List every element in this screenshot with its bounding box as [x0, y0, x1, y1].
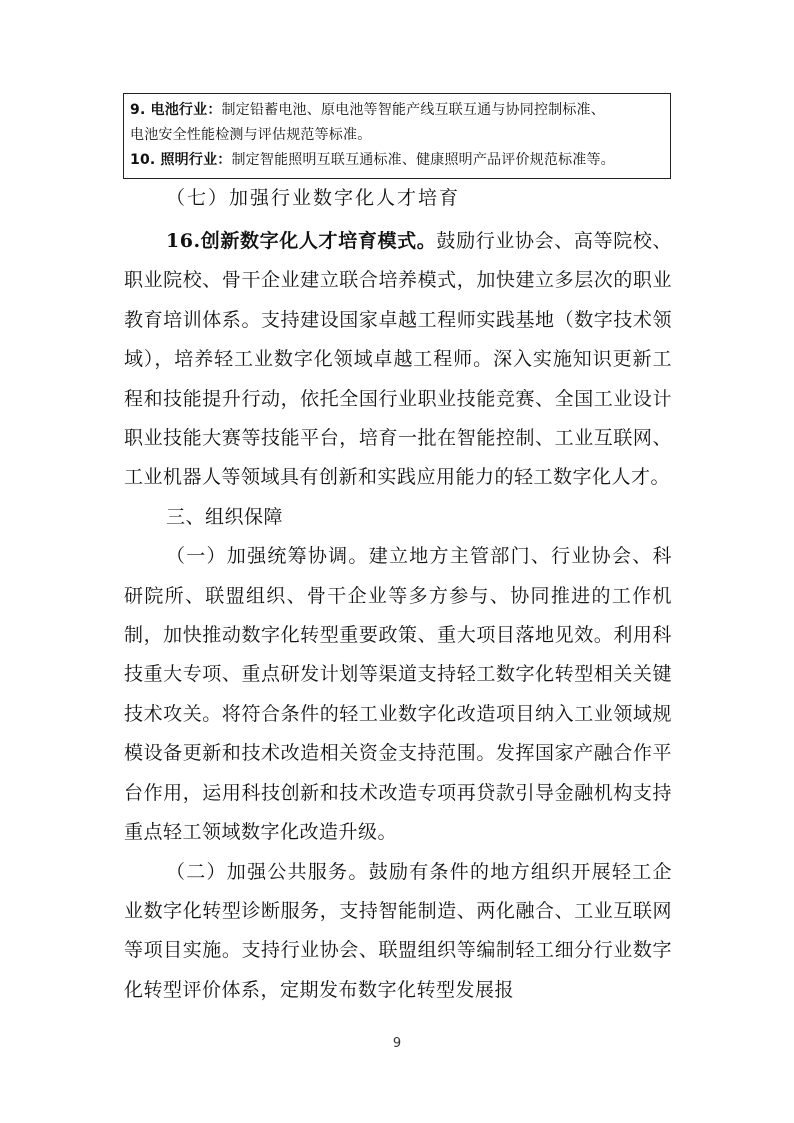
paragraph-two — [124, 853, 672, 1011]
section-3-heading: 三、组织保障 — [166, 505, 284, 528]
section-7-heading: （七）加强行业数字化人才培育 — [166, 187, 461, 209]
item9-text-2: 电池安全性能检测与评估规范等标准。 — [130, 127, 372, 143]
paragraph-16 — [124, 222, 672, 498]
main-body — [124, 222, 672, 1010]
box-line-item9-cont — [130, 123, 664, 148]
item10-label: 10. 照明行业： — [130, 152, 232, 168]
paragraph-one — [124, 537, 672, 852]
item9-label: 9. 电池行业： — [130, 102, 222, 118]
paragraph-16-lead: 16.创新数字化人才培育模式。 — [166, 230, 437, 252]
paragraph-one-lead: （一）加强统筹协调。 — [166, 545, 369, 568]
box-line-item10 — [130, 148, 664, 173]
page-number: 9 — [392, 1036, 402, 1051]
item10-text: 制定智能照明互联互通标准、健康照明产品评价规范标准等。 — [231, 152, 615, 168]
paragraph-two-text: 鼓励有条件的地方组织开展轻工企业数字化转型诊断服务，支持智能制造、两化融合、工业互联网等项目实施。支持行业协会、联盟组织等编制轻工细分行业数字化转型评价体系，定期发布数字化转型发展报 — [124, 860, 672, 1001]
paragraph-two-lead: （二）加强公共服务。 — [166, 860, 369, 883]
paragraph-one-text: 建立地方主管部门、行业协会、科研院所、联盟组织、骨干企业等多方参与、协同推进的工作机制，加快推动数字化转型重要政策、重大项目落地见效。利用科技重大专项、重点研发计划等渠道支持轻工数字化转型相关关键技术攻关。将符合条件的轻工业数字化改造项目纳入工业领域规模设备更新和技术改造相关资金支持范围。发挥国家产融合作平台作用，运用科技创新和技术改造专项再贷款引导金融机构支持重点轻工领域数字化改造升级。 — [124, 545, 672, 844]
paragraph-16-text: 鼓励行业协会、高等院校、职业院校、骨干企业建立联合培养模式，加快建立多层次的职业教育培训体系。支持建设国家卓越工程师实践基地（数字技术领域），培养轻工业数字化领域卓越工程师。深入实施知识更新工程和技能提升行动，依托全国行业职业技能竞赛、全国工业设计职业技能大赛等技能平台，培育一批在智能控制、工业互联网、工业机器人等领域具有创新和实践应用能力的轻工数字化人才。 — [124, 230, 672, 489]
item9-text-1: 制定铅蓄电池、原电池等智能产线互联互通与协同控制标准、 — [221, 102, 605, 118]
standards-box — [123, 93, 671, 179]
box-line-item9 — [130, 98, 664, 123]
